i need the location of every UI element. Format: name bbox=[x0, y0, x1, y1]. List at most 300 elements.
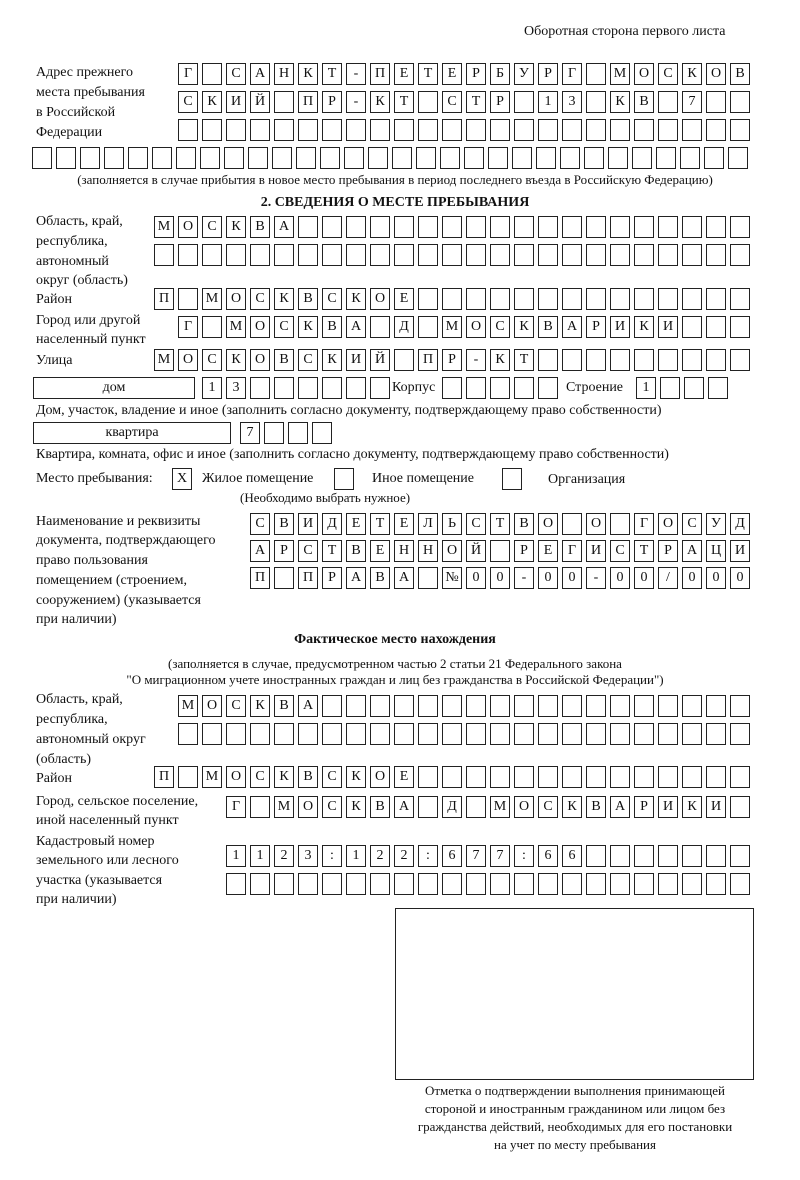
char-cell[interactable] bbox=[394, 695, 414, 717]
char-cell[interactable] bbox=[730, 845, 750, 867]
char-cell[interactable] bbox=[730, 723, 750, 745]
char-cell[interactable] bbox=[442, 216, 462, 238]
char-cell[interactable]: П bbox=[298, 91, 318, 113]
char-cell[interactable]: И bbox=[706, 796, 726, 818]
char-cell[interactable] bbox=[562, 216, 582, 238]
char-cell[interactable] bbox=[298, 723, 318, 745]
char-cell[interactable] bbox=[226, 244, 246, 266]
char-cell[interactable] bbox=[610, 349, 630, 371]
char-cell[interactable]: М bbox=[178, 695, 198, 717]
char-cell[interactable]: 0 bbox=[634, 567, 654, 589]
char-cell[interactable] bbox=[442, 119, 462, 141]
char-cell[interactable] bbox=[274, 119, 294, 141]
char-cell[interactable]: Т bbox=[634, 540, 654, 562]
char-cell[interactable] bbox=[226, 723, 246, 745]
char-cell[interactable] bbox=[466, 796, 486, 818]
char-cell[interactable] bbox=[442, 288, 462, 310]
char-cell[interactable]: 7 bbox=[240, 422, 260, 444]
char-cell[interactable]: М bbox=[226, 316, 246, 338]
char-cell[interactable]: О bbox=[370, 766, 390, 788]
char-cell[interactable] bbox=[514, 766, 534, 788]
char-cell[interactable] bbox=[466, 288, 486, 310]
char-cell[interactable] bbox=[466, 216, 486, 238]
char-cell[interactable] bbox=[656, 147, 676, 169]
char-cell[interactable] bbox=[706, 244, 726, 266]
char-cell[interactable]: Е bbox=[538, 540, 558, 562]
char-cell[interactable] bbox=[610, 766, 630, 788]
char-cell[interactable]: : bbox=[514, 845, 534, 867]
char-cell[interactable] bbox=[466, 377, 486, 399]
checkbox-organization[interactable] bbox=[502, 468, 522, 490]
char-cell[interactable] bbox=[490, 723, 510, 745]
char-cell[interactable]: / bbox=[658, 567, 678, 589]
char-cell[interactable] bbox=[490, 216, 510, 238]
char-cell[interactable]: О bbox=[226, 288, 246, 310]
char-cell[interactable]: О bbox=[514, 796, 534, 818]
char-cell[interactable] bbox=[320, 147, 340, 169]
char-cell[interactable]: № bbox=[442, 567, 462, 589]
char-cell[interactable] bbox=[706, 723, 726, 745]
char-cell[interactable]: С bbox=[250, 513, 270, 535]
char-cell[interactable]: 6 bbox=[442, 845, 462, 867]
char-cell[interactable] bbox=[346, 119, 366, 141]
char-cell[interactable]: В bbox=[370, 567, 390, 589]
char-cell[interactable]: Т bbox=[322, 63, 342, 85]
char-cell[interactable] bbox=[610, 513, 630, 535]
char-cell[interactable] bbox=[706, 288, 726, 310]
char-cell[interactable]: К bbox=[634, 316, 654, 338]
char-cell[interactable] bbox=[706, 119, 726, 141]
checkbox-other-premises[interactable] bbox=[334, 468, 354, 490]
char-cell[interactable] bbox=[514, 873, 534, 895]
char-cell[interactable] bbox=[488, 147, 508, 169]
char-cell[interactable]: К bbox=[322, 349, 342, 371]
char-cell[interactable] bbox=[586, 288, 606, 310]
char-cell[interactable] bbox=[418, 91, 438, 113]
char-cell[interactable] bbox=[682, 766, 702, 788]
char-cell[interactable]: Е bbox=[394, 766, 414, 788]
char-cell[interactable]: К bbox=[226, 349, 246, 371]
char-cell[interactable] bbox=[658, 845, 678, 867]
char-cell[interactable]: Г bbox=[562, 63, 582, 85]
char-cell[interactable]: С bbox=[490, 316, 510, 338]
char-cell[interactable] bbox=[682, 216, 702, 238]
char-cell[interactable] bbox=[538, 119, 558, 141]
char-cell[interactable]: 1 bbox=[226, 845, 246, 867]
char-cell[interactable]: Г bbox=[226, 796, 246, 818]
char-cell[interactable]: Ц bbox=[706, 540, 726, 562]
char-cell[interactable] bbox=[706, 91, 726, 113]
char-cell[interactable]: 0 bbox=[562, 567, 582, 589]
char-cell[interactable] bbox=[634, 723, 654, 745]
char-cell[interactable]: А bbox=[346, 567, 366, 589]
char-cell[interactable] bbox=[684, 377, 704, 399]
char-cell[interactable]: Н bbox=[394, 540, 414, 562]
char-cell[interactable] bbox=[224, 147, 244, 169]
char-cell[interactable] bbox=[730, 873, 750, 895]
char-cell[interactable] bbox=[418, 316, 438, 338]
char-cell[interactable] bbox=[418, 244, 438, 266]
char-cell[interactable]: С bbox=[250, 288, 270, 310]
char-cell[interactable] bbox=[250, 796, 270, 818]
char-cell[interactable] bbox=[680, 147, 700, 169]
house-type-field[interactable]: дом bbox=[33, 377, 195, 399]
char-cell[interactable] bbox=[562, 119, 582, 141]
char-cell[interactable]: А bbox=[274, 216, 294, 238]
char-cell[interactable] bbox=[658, 288, 678, 310]
char-cell[interactable] bbox=[322, 216, 342, 238]
char-cell[interactable]: С bbox=[274, 316, 294, 338]
char-cell[interactable] bbox=[346, 244, 366, 266]
char-cell[interactable]: В bbox=[322, 316, 342, 338]
char-cell[interactable] bbox=[250, 723, 270, 745]
char-cell[interactable] bbox=[274, 377, 294, 399]
char-cell[interactable] bbox=[706, 873, 726, 895]
char-cell[interactable]: А bbox=[682, 540, 702, 562]
char-cell[interactable] bbox=[682, 244, 702, 266]
char-cell[interactable] bbox=[370, 316, 390, 338]
char-cell[interactable]: И bbox=[346, 349, 366, 371]
char-cell[interactable] bbox=[586, 63, 606, 85]
char-cell[interactable]: Б bbox=[490, 63, 510, 85]
char-cell[interactable] bbox=[418, 567, 438, 589]
char-cell[interactable] bbox=[634, 119, 654, 141]
char-cell[interactable] bbox=[370, 723, 390, 745]
char-cell[interactable]: Д bbox=[442, 796, 462, 818]
char-cell[interactable] bbox=[584, 147, 604, 169]
char-cell[interactable]: И bbox=[298, 513, 318, 535]
char-cell[interactable] bbox=[706, 695, 726, 717]
char-cell[interactable] bbox=[490, 766, 510, 788]
char-cell[interactable] bbox=[322, 377, 342, 399]
char-cell[interactable]: Е bbox=[394, 513, 414, 535]
char-cell[interactable] bbox=[264, 422, 284, 444]
char-cell[interactable]: Р bbox=[322, 91, 342, 113]
char-cell[interactable]: П bbox=[418, 349, 438, 371]
char-cell[interactable]: К bbox=[274, 766, 294, 788]
char-cell[interactable] bbox=[514, 119, 534, 141]
char-cell[interactable] bbox=[418, 796, 438, 818]
char-cell[interactable] bbox=[466, 695, 486, 717]
char-cell[interactable] bbox=[610, 845, 630, 867]
char-cell[interactable] bbox=[104, 147, 124, 169]
char-cell[interactable] bbox=[682, 873, 702, 895]
char-cell[interactable]: В bbox=[538, 316, 558, 338]
char-cell[interactable]: Д bbox=[730, 513, 750, 535]
char-cell[interactable] bbox=[682, 845, 702, 867]
char-cell[interactable] bbox=[562, 873, 582, 895]
char-cell[interactable] bbox=[202, 723, 222, 745]
char-cell[interactable] bbox=[370, 695, 390, 717]
char-cell[interactable] bbox=[586, 723, 606, 745]
char-cell[interactable]: С bbox=[538, 796, 558, 818]
char-cell[interactable]: К bbox=[346, 796, 366, 818]
char-cell[interactable]: Д bbox=[322, 513, 342, 535]
char-cell[interactable]: К bbox=[346, 766, 366, 788]
char-cell[interactable]: Е bbox=[370, 540, 390, 562]
char-cell[interactable]: П bbox=[370, 63, 390, 85]
char-cell[interactable] bbox=[682, 349, 702, 371]
char-cell[interactable]: - bbox=[586, 567, 606, 589]
char-cell[interactable]: 3 bbox=[298, 845, 318, 867]
char-cell[interactable] bbox=[538, 723, 558, 745]
char-cell[interactable]: Р bbox=[466, 63, 486, 85]
char-cell[interactable] bbox=[706, 316, 726, 338]
char-cell[interactable] bbox=[202, 119, 222, 141]
char-cell[interactable] bbox=[514, 288, 534, 310]
char-cell[interactable] bbox=[370, 873, 390, 895]
char-cell[interactable]: 0 bbox=[466, 567, 486, 589]
char-cell[interactable]: К bbox=[298, 316, 318, 338]
char-cell[interactable] bbox=[682, 288, 702, 310]
char-cell[interactable] bbox=[442, 766, 462, 788]
char-cell[interactable] bbox=[490, 288, 510, 310]
char-cell[interactable]: А bbox=[298, 695, 318, 717]
char-cell[interactable] bbox=[392, 147, 412, 169]
char-cell[interactable] bbox=[538, 244, 558, 266]
char-cell[interactable] bbox=[440, 147, 460, 169]
char-cell[interactable] bbox=[298, 244, 318, 266]
char-cell[interactable]: М bbox=[154, 216, 174, 238]
char-cell[interactable]: С bbox=[298, 349, 318, 371]
char-cell[interactable]: Р bbox=[322, 567, 342, 589]
char-cell[interactable]: : bbox=[322, 845, 342, 867]
char-cell[interactable]: А bbox=[346, 316, 366, 338]
char-cell[interactable] bbox=[466, 766, 486, 788]
char-cell[interactable]: 6 bbox=[538, 845, 558, 867]
char-cell[interactable] bbox=[730, 316, 750, 338]
char-cell[interactable]: 6 bbox=[562, 845, 582, 867]
char-cell[interactable] bbox=[610, 695, 630, 717]
char-cell[interactable]: С bbox=[610, 540, 630, 562]
char-cell[interactable] bbox=[394, 723, 414, 745]
char-cell[interactable]: - bbox=[466, 349, 486, 371]
char-cell[interactable] bbox=[274, 723, 294, 745]
char-cell[interactable] bbox=[202, 63, 222, 85]
char-cell[interactable] bbox=[250, 119, 270, 141]
char-cell[interactable]: А bbox=[610, 796, 630, 818]
char-cell[interactable]: В bbox=[274, 513, 294, 535]
char-cell[interactable] bbox=[250, 244, 270, 266]
char-cell[interactable]: Р bbox=[514, 540, 534, 562]
checkbox-residential[interactable]: X bbox=[172, 468, 192, 490]
char-cell[interactable]: О bbox=[658, 513, 678, 535]
char-cell[interactable] bbox=[128, 147, 148, 169]
char-cell[interactable]: У bbox=[514, 63, 534, 85]
char-cell[interactable]: К bbox=[274, 288, 294, 310]
char-cell[interactable] bbox=[466, 244, 486, 266]
char-cell[interactable]: 2 bbox=[274, 845, 294, 867]
char-cell[interactable]: О bbox=[442, 540, 462, 562]
char-cell[interactable]: 0 bbox=[610, 567, 630, 589]
char-cell[interactable]: К bbox=[346, 288, 366, 310]
char-cell[interactable] bbox=[298, 873, 318, 895]
char-cell[interactable] bbox=[490, 695, 510, 717]
char-cell[interactable]: О bbox=[202, 695, 222, 717]
char-cell[interactable] bbox=[370, 216, 390, 238]
char-cell[interactable] bbox=[274, 91, 294, 113]
char-cell[interactable]: К bbox=[250, 695, 270, 717]
char-cell[interactable] bbox=[610, 216, 630, 238]
char-cell[interactable]: Л bbox=[418, 513, 438, 535]
char-cell[interactable]: Е bbox=[394, 288, 414, 310]
char-cell[interactable] bbox=[562, 513, 582, 535]
char-cell[interactable]: Е bbox=[442, 63, 462, 85]
char-cell[interactable] bbox=[394, 349, 414, 371]
char-cell[interactable]: В bbox=[586, 796, 606, 818]
char-cell[interactable]: В bbox=[514, 513, 534, 535]
char-cell[interactable] bbox=[610, 723, 630, 745]
char-cell[interactable] bbox=[32, 147, 52, 169]
char-cell[interactable]: Р bbox=[490, 91, 510, 113]
char-cell[interactable] bbox=[538, 377, 558, 399]
char-cell[interactable] bbox=[586, 695, 606, 717]
char-cell[interactable]: С bbox=[250, 766, 270, 788]
char-cell[interactable]: К bbox=[202, 91, 222, 113]
char-cell[interactable] bbox=[728, 147, 748, 169]
char-cell[interactable]: Р bbox=[658, 540, 678, 562]
char-cell[interactable] bbox=[730, 695, 750, 717]
char-cell[interactable] bbox=[394, 873, 414, 895]
char-cell[interactable] bbox=[730, 244, 750, 266]
char-cell[interactable] bbox=[704, 147, 724, 169]
char-cell[interactable]: - bbox=[346, 91, 366, 113]
char-cell[interactable] bbox=[608, 147, 628, 169]
char-cell[interactable] bbox=[416, 147, 436, 169]
char-cell[interactable]: А bbox=[394, 796, 414, 818]
char-cell[interactable]: К bbox=[682, 63, 702, 85]
char-cell[interactable] bbox=[152, 147, 172, 169]
char-cell[interactable] bbox=[346, 216, 366, 238]
char-cell[interactable]: В bbox=[634, 91, 654, 113]
char-cell[interactable] bbox=[466, 873, 486, 895]
char-cell[interactable]: М bbox=[274, 796, 294, 818]
char-cell[interactable]: Р bbox=[274, 540, 294, 562]
char-cell[interactable]: О bbox=[178, 349, 198, 371]
char-cell[interactable]: Р bbox=[586, 316, 606, 338]
char-cell[interactable] bbox=[322, 244, 342, 266]
char-cell[interactable]: Й bbox=[250, 91, 270, 113]
char-cell[interactable] bbox=[634, 845, 654, 867]
char-cell[interactable] bbox=[538, 873, 558, 895]
char-cell[interactable]: Е bbox=[346, 513, 366, 535]
char-cell[interactable] bbox=[730, 216, 750, 238]
char-cell[interactable] bbox=[658, 695, 678, 717]
char-cell[interactable] bbox=[562, 244, 582, 266]
char-cell[interactable]: Т bbox=[514, 349, 534, 371]
char-cell[interactable]: К bbox=[682, 796, 702, 818]
char-cell[interactable]: О bbox=[538, 513, 558, 535]
char-cell[interactable]: Р bbox=[538, 63, 558, 85]
char-cell[interactable] bbox=[708, 377, 728, 399]
char-cell[interactable] bbox=[418, 695, 438, 717]
char-cell[interactable]: М bbox=[610, 63, 630, 85]
char-cell[interactable] bbox=[418, 873, 438, 895]
char-cell[interactable] bbox=[322, 695, 342, 717]
char-cell[interactable] bbox=[274, 567, 294, 589]
char-cell[interactable]: Т bbox=[322, 540, 342, 562]
char-cell[interactable] bbox=[514, 377, 534, 399]
char-cell[interactable]: И bbox=[658, 316, 678, 338]
char-cell[interactable] bbox=[634, 288, 654, 310]
char-cell[interactable]: Г bbox=[178, 63, 198, 85]
char-cell[interactable]: С bbox=[442, 91, 462, 113]
char-cell[interactable] bbox=[706, 349, 726, 371]
char-cell[interactable] bbox=[514, 723, 534, 745]
char-cell[interactable]: О bbox=[466, 316, 486, 338]
char-cell[interactable] bbox=[466, 119, 486, 141]
char-cell[interactable]: О bbox=[178, 216, 198, 238]
char-cell[interactable]: К bbox=[610, 91, 630, 113]
char-cell[interactable]: А bbox=[250, 63, 270, 85]
char-cell[interactable] bbox=[538, 695, 558, 717]
char-cell[interactable] bbox=[370, 377, 390, 399]
char-cell[interactable] bbox=[490, 377, 510, 399]
char-cell[interactable]: К bbox=[226, 216, 246, 238]
char-cell[interactable] bbox=[490, 540, 510, 562]
char-cell[interactable] bbox=[538, 216, 558, 238]
char-cell[interactable]: - bbox=[514, 567, 534, 589]
char-cell[interactable] bbox=[632, 147, 652, 169]
char-cell[interactable] bbox=[634, 244, 654, 266]
char-cell[interactable] bbox=[634, 873, 654, 895]
char-cell[interactable]: В bbox=[250, 216, 270, 238]
char-cell[interactable] bbox=[322, 873, 342, 895]
char-cell[interactable] bbox=[658, 244, 678, 266]
char-cell[interactable] bbox=[730, 796, 750, 818]
char-cell[interactable] bbox=[514, 244, 534, 266]
char-cell[interactable]: В bbox=[730, 63, 750, 85]
char-cell[interactable]: Р bbox=[442, 349, 462, 371]
char-cell[interactable] bbox=[178, 119, 198, 141]
char-cell[interactable] bbox=[660, 377, 680, 399]
char-cell[interactable] bbox=[658, 349, 678, 371]
char-cell[interactable]: О bbox=[634, 63, 654, 85]
char-cell[interactable] bbox=[490, 119, 510, 141]
char-cell[interactable]: Т bbox=[466, 91, 486, 113]
char-cell[interactable]: Т bbox=[370, 513, 390, 535]
char-cell[interactable] bbox=[250, 377, 270, 399]
char-cell[interactable] bbox=[394, 244, 414, 266]
char-cell[interactable]: С bbox=[466, 513, 486, 535]
char-cell[interactable] bbox=[370, 244, 390, 266]
char-cell[interactable]: С bbox=[322, 288, 342, 310]
char-cell[interactable] bbox=[274, 244, 294, 266]
char-cell[interactable] bbox=[610, 288, 630, 310]
char-cell[interactable] bbox=[634, 349, 654, 371]
char-cell[interactable]: И bbox=[610, 316, 630, 338]
char-cell[interactable]: К bbox=[490, 349, 510, 371]
char-cell[interactable] bbox=[562, 288, 582, 310]
char-cell[interactable] bbox=[346, 377, 366, 399]
char-cell[interactable] bbox=[634, 216, 654, 238]
char-cell[interactable] bbox=[418, 119, 438, 141]
char-cell[interactable] bbox=[418, 723, 438, 745]
char-cell[interactable] bbox=[730, 91, 750, 113]
char-cell[interactable] bbox=[298, 216, 318, 238]
char-cell[interactable] bbox=[178, 244, 198, 266]
char-cell[interactable]: 1 bbox=[346, 845, 366, 867]
char-cell[interactable] bbox=[538, 349, 558, 371]
char-cell[interactable] bbox=[610, 873, 630, 895]
char-cell[interactable]: И bbox=[226, 91, 246, 113]
char-cell[interactable] bbox=[394, 216, 414, 238]
char-cell[interactable] bbox=[586, 845, 606, 867]
char-cell[interactable] bbox=[298, 119, 318, 141]
char-cell[interactable] bbox=[442, 695, 462, 717]
char-cell[interactable] bbox=[442, 244, 462, 266]
char-cell[interactable] bbox=[346, 695, 366, 717]
